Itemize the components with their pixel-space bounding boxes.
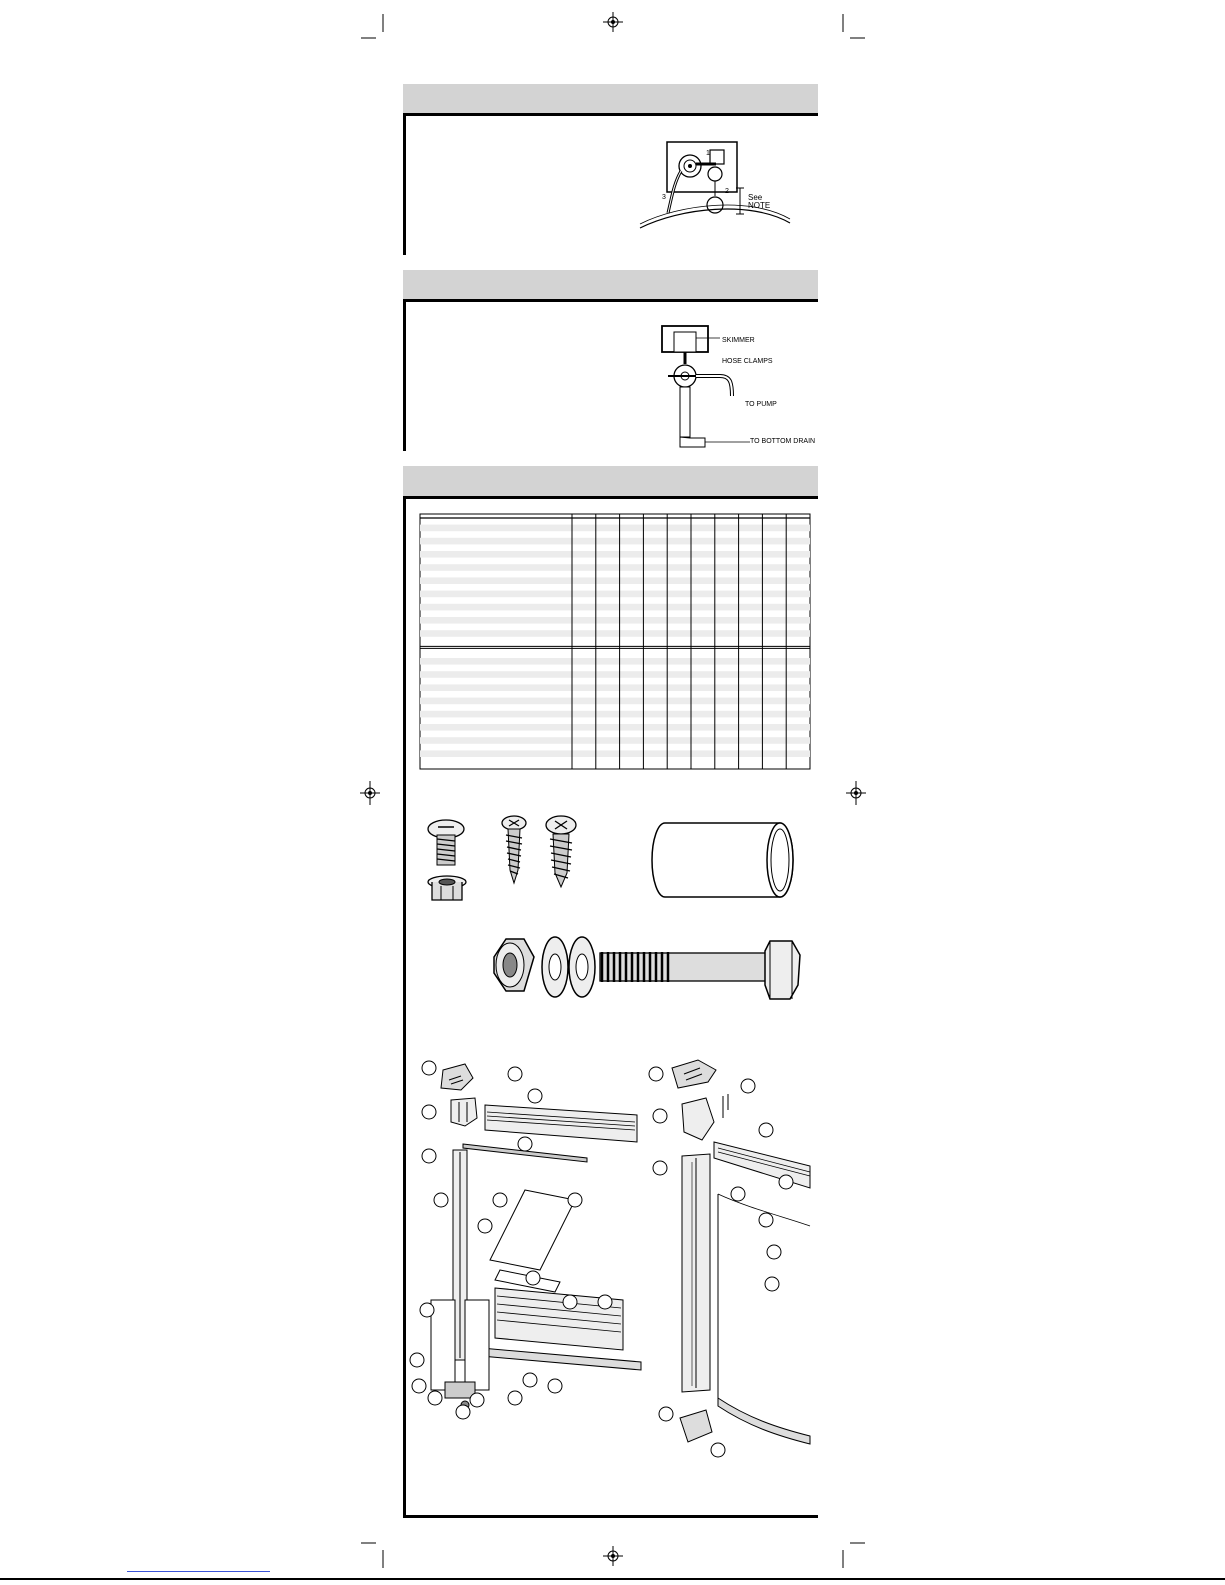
table-row-stripe — [420, 617, 810, 624]
table-row-stripe — [420, 698, 810, 705]
table-row-stripe — [420, 724, 810, 731]
callout-3: 3 — [662, 194, 666, 201]
table-row-stripe — [420, 604, 810, 611]
hex-bolt-icon — [600, 941, 800, 999]
small-screw-icon — [502, 816, 526, 883]
section-header-band-1 — [403, 84, 818, 113]
table-row-stripe — [420, 737, 810, 744]
registration-mark-top — [603, 12, 623, 32]
table-row-stripe — [420, 577, 810, 584]
table-row-stripe — [420, 711, 810, 718]
hex-nut-icon — [494, 939, 534, 991]
truss-head-bolt-icon — [428, 820, 464, 865]
section-header-band-2 — [403, 270, 818, 299]
exploded-assembly-left — [405, 1060, 645, 1420]
table-row-stripe — [420, 658, 810, 665]
registration-mark-left — [360, 781, 380, 805]
see-note-label: See NOTE — [748, 193, 771, 211]
table-row-stripe — [420, 525, 810, 532]
washer-icon — [542, 937, 595, 997]
table-row-stripe — [420, 750, 810, 757]
hyperlink-underline[interactable] — [127, 1571, 270, 1572]
table-row-stripe — [420, 564, 810, 571]
bottom-rule — [0, 1578, 1225, 1580]
flange-nut-icon — [428, 876, 466, 900]
large-screw-icon — [546, 816, 576, 887]
exploded-assembly-right — [648, 1058, 813, 1458]
table-row-stripe — [420, 591, 810, 598]
coupling-tube-icon — [652, 823, 793, 897]
section-header-band-3 — [403, 466, 818, 496]
hardware-illustrations — [420, 815, 800, 1035]
table-row-stripe — [420, 551, 810, 558]
parts-table — [420, 514, 810, 769]
to-pump-label: TO PUMP — [745, 401, 777, 408]
callout-2: 2 — [725, 188, 729, 195]
registration-mark-right — [846, 781, 866, 805]
hose-clamps-label: HOSE CLAMPS — [722, 358, 773, 365]
registration-mark-bottom — [603, 1546, 623, 1566]
table-row-stripe — [420, 671, 810, 678]
callout-1: 1 — [706, 150, 710, 157]
to-bottom-drain-label: TO BOTTOM DRAIN — [750, 438, 816, 445]
section-frame-2 — [403, 299, 818, 451]
skimmer-return-diagram — [640, 138, 800, 243]
table-row-stripe — [420, 538, 810, 545]
table-row-stripe — [420, 684, 810, 691]
table-row-stripe — [420, 630, 810, 637]
skimmer-label: SKIMMER — [722, 337, 755, 344]
